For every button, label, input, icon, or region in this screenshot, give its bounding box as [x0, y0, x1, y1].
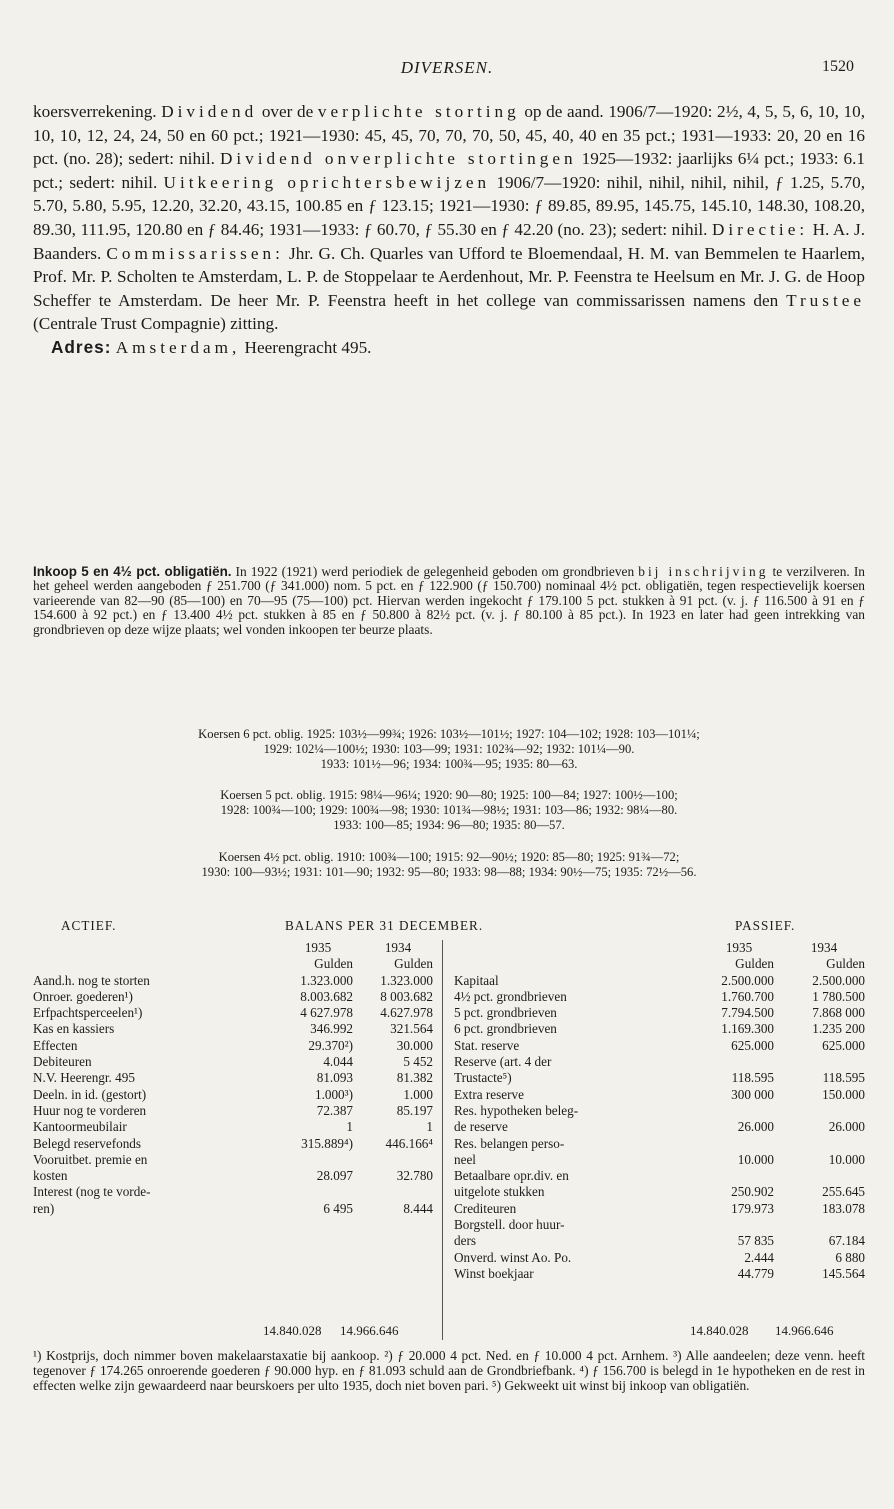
actief-column — [33, 940, 438, 1217]
value-1934: 67.184 — [828, 1233, 865, 1249]
spaced-term: Uitkeering oprichtersbewijzen — [163, 172, 491, 192]
balance-row — [454, 1184, 865, 1200]
year-1934: 1934 — [810, 940, 838, 955]
row-label: Res. hypotheken beleg- — [454, 1102, 579, 1118]
value-1934: 255.645 — [822, 1184, 865, 1200]
value-1934: 118.595 — [822, 1070, 865, 1086]
koersen-6pct — [33, 727, 865, 772]
koersen-5pct — [33, 788, 865, 833]
koers-line: 1929: 102¼—100½; 1930: 103—99; 1931: 102¾—92; 1932: 101¼—90. — [263, 742, 635, 756]
row-label: Reserve (art. 4 der — [454, 1054, 552, 1070]
passief-total-1935: 14.840.028 — [690, 1323, 749, 1338]
footnotes — [33, 1348, 865, 1394]
value-1934: 26.000 — [828, 1119, 865, 1135]
value-1934: 8.444 — [403, 1200, 433, 1216]
balance-title: BALANS PER 31 DECEMBER. — [285, 918, 484, 933]
row-label: Debiteuren — [33, 1054, 92, 1070]
balance-row — [33, 1087, 438, 1103]
year-1935: 1935 — [304, 940, 332, 955]
row-label: uitgelote stukken — [454, 1184, 545, 1200]
value-1935: 29.370²) — [308, 1037, 353, 1053]
koers-line: Koersen 6 pct. oblig. 1925: 103½—99¾; 1926: 103½—101½; 1927: 104—102; 1928: 103—101¼; — [198, 727, 700, 741]
koers-line: 1930: 100—93½; 1931: 101—90; 1932: 95—80; 1933: 98—88; 1934: 90½—75; 1935: 72½—56. — [201, 865, 697, 879]
value-1935: 57 835 — [737, 1233, 774, 1249]
value-1935: 72.387 — [316, 1102, 353, 1118]
value-1934: 30.000 — [396, 1037, 433, 1053]
unit-label: Gulden — [735, 956, 774, 971]
value-1934: 1.323.000 — [380, 972, 433, 988]
value-1934: 183.078 — [822, 1200, 865, 1216]
unit-label: Gulden — [314, 956, 353, 971]
row-label: Extra reserve — [454, 1086, 524, 1102]
value-1934: 32.780 — [396, 1168, 433, 1184]
balance-row — [454, 1168, 865, 1184]
text-span: te verzilveren. In het geheel werden aangeboden ƒ 251.700 (ƒ 341.000) nom. 5 pct. en ƒ 122.900 (ƒ 150.700) nominaal 4½ pct. obligatiën, tegen respectievelijk koersen varieerende van 82—90 (85—100) en 70—95 (75—100) pct. Hiervan werden ingekocht ƒ 179.100 5 pct. stukken à 91 pct. (v. j. ƒ 116.500 à 91 en ƒ 154.600 à 92 pct.) en ƒ 13.400 4½ pct. stukken à 85 en ƒ 50.800 à 82½ pct. (v. j. ƒ 80.100 à 85 pct.). In 1923 en later had geen intrekking van grondbrieven op deze wijze plaats; wel vonden inkoopen ter beurze plaats. — [33, 564, 865, 637]
value-1935: 2.444 — [744, 1249, 774, 1265]
running-title: DIVERSEN. — [400, 58, 494, 77]
text-span: 1906/7—1920: nihil, nihil, nihil, nihil, ƒ 1.25, 5.70, 5.70, 5.80, 5.95, 12.20, 32.20, 43.15, 100.85 en ƒ 123.15; 1921—1930: ƒ 89.85, 89.95, 145.75, 145.10, 148.30, 108.20, 89.30, 111.95, 120.80 en ƒ 84.46; 1931—1933: ƒ 60.70, ƒ 55.30 en ƒ 42.20 (no. 23); sedert: nihil. — [33, 172, 866, 239]
value-1934: 2.500.000 — [812, 972, 865, 988]
text-span: 1925—1932: jaarlijks 6¼ pct.; 1933: 6.1 pct.; sedert: nihil. — [33, 149, 865, 192]
row-label: 4½ pct. grondbrieven — [454, 988, 567, 1004]
actief-year-header — [33, 940, 438, 973]
value-1935: 1.323.000 — [300, 972, 353, 988]
balance-row — [33, 1184, 438, 1200]
value-1935: 300 000 — [731, 1086, 774, 1102]
row-label: Belegd reservefonds — [33, 1135, 142, 1151]
value-1934: 5 452 — [403, 1054, 433, 1070]
actief-total-1934: 14.966.646 — [340, 1323, 399, 1338]
value-1934: 150.000 — [822, 1086, 865, 1102]
value-1935: 346.992 — [310, 1021, 353, 1037]
value-1935: 28.097 — [316, 1168, 353, 1184]
koersen-4half-pct — [33, 850, 865, 880]
balance-row — [33, 1103, 438, 1119]
koers-line: 1933: 101½—96; 1934: 100¾—95; 1935: 80—63. — [320, 757, 578, 771]
balance-row — [454, 1005, 865, 1021]
balance-row — [33, 989, 438, 1005]
year-1935: 1935 — [725, 940, 753, 955]
value-1935: 1.760.700 — [721, 988, 774, 1004]
spaced-term: Dividend onverplichte stortingen — [219, 149, 577, 169]
address-label: Adres: — [51, 336, 112, 357]
value-1935: 81.093 — [316, 1070, 353, 1086]
row-label: Crediteuren — [454, 1200, 517, 1216]
row-label: Winst boekjaar — [454, 1265, 534, 1281]
balance-row — [33, 1201, 438, 1217]
balance-row — [454, 1136, 865, 1152]
row-label: 6 pct. grondbrieven — [454, 1021, 557, 1037]
value-1934: 6 880 — [835, 1249, 865, 1265]
value-1935: 315.889⁴) — [301, 1135, 353, 1151]
balance-row — [33, 1070, 438, 1086]
value-1935: 4.044 — [323, 1054, 353, 1070]
value-1935: 4 627.978 — [300, 1005, 353, 1021]
value-1935: 1 — [346, 1119, 353, 1135]
spaced-term: Directie: — [711, 219, 809, 239]
balance-row — [454, 1021, 865, 1037]
address-street: Heerengracht 495. — [244, 337, 372, 357]
row-label: Onroer. goederen¹) — [33, 988, 133, 1004]
column-divider — [442, 940, 443, 1330]
value-1935: 1.000³) — [314, 1086, 353, 1102]
balance-row — [454, 1266, 865, 1282]
total-divider — [442, 1320, 443, 1340]
row-label: Borgstell. door huur- — [454, 1217, 565, 1233]
text-span: Jhr. G. Ch. Quarles van Ufford te Bloemendaal, H. M. van Bemmelen te Haarlem, Prof. Mr. P. Scholten te Amsterdam, L. P. de Stoppelaar te Aerdenhout, Mr. P. Feenstra te Heelsum en Mr. J. G. de Hoop Scheffer te Amsterdam. De heer Mr. P. Feenstra heeft in het college van commissarissen namens den — [33, 243, 865, 310]
balance-row — [33, 1005, 438, 1021]
balance-row — [454, 1119, 865, 1135]
value-1935: 10.000 — [737, 1151, 774, 1167]
passief-year-header — [454, 940, 865, 973]
value-1934: 10.000 — [828, 1151, 865, 1167]
unit-label: Gulden — [826, 956, 865, 971]
row-label: kosten — [33, 1168, 68, 1184]
row-label: 5 pct. grondbrieven — [454, 1005, 557, 1021]
value-1934: 7.868 000 — [812, 1005, 865, 1021]
row-label: Huur nog te vorderen — [33, 1102, 147, 1118]
row-label: neel — [454, 1151, 476, 1167]
value-1934: 1.235 200 — [812, 1021, 865, 1037]
row-label: Deeln. in id. (gestort) — [33, 1086, 147, 1102]
text-span: op de aand. 1906/7—1920: 2½, 4, 5, 5, 6, 10, 10, 10, 10, 12, 24, 24, 50 en 60 pct.; 1921—1930: 45, 45, 70, 70, 70, 50, 45, 40, 40 en 35 pct.; 1931—1933: 20, 20 en 16 pct. (no. 28); sedert: nihil. — [33, 102, 866, 169]
value-1934: 1 — [426, 1119, 433, 1135]
balance-sheet — [33, 918, 865, 1281]
value-1935: 7.794.500 — [721, 1005, 774, 1021]
balance-row — [33, 1038, 438, 1054]
balance-row — [454, 1038, 865, 1054]
value-1934: 8 003.682 — [380, 988, 433, 1004]
row-label: Stat. reserve — [454, 1037, 520, 1053]
value-1935: 26.000 — [737, 1119, 774, 1135]
value-1935: 8.003.682 — [300, 988, 353, 1004]
value-1935: 2.500.000 — [721, 972, 774, 988]
row-label: Kas en kassiers — [33, 1021, 115, 1037]
passief-label: PASSIEF. — [735, 918, 796, 933]
balance-row — [33, 973, 438, 989]
balance-header — [33, 918, 865, 938]
balance-row — [33, 1152, 438, 1168]
passief-column — [454, 940, 865, 1282]
text-span: over de — [261, 102, 314, 121]
actief-label: ACTIEF. — [61, 918, 117, 933]
balance-row — [33, 1168, 438, 1184]
balance-row — [454, 1070, 865, 1086]
balance-row — [454, 1217, 865, 1233]
footnote-text: ¹) Kostprijs, doch nimmer boven makelaarstaxatie bij aankoop. ²) ƒ 20.000 4 pct. Ned. en ƒ 10.000 4 pct. Arnhem. ³) Alle aandeelen; deze venn. heeft tegenover ƒ 174.265 onroerende goederen ƒ 90.000 hyp. en ƒ 81.093 schuld aan de Grondbriefbank. ⁴) ƒ 156.700 is belegd in 1e hypotheken en de rest in effecten welke zijn gewaardeerd naar beurskoers per ulto 1935, doch niet boven pari. ⁵) Gekweekt uit winst bij inkoop van obligatiën. — [33, 1348, 865, 1394]
row-label: ders — [454, 1233, 476, 1249]
balance-row — [33, 1119, 438, 1135]
value-1934: 1.000 — [403, 1086, 433, 1102]
balance-row — [454, 1233, 865, 1249]
address-city: Amsterdam, — [115, 337, 241, 357]
koers-line: 1928: 100¾—100; 1929: 100¾—98; 1930: 101¾—98½; 1931: 103—86; 1932: 98¼—80. — [220, 803, 678, 817]
balance-row — [454, 1087, 865, 1103]
row-label: Kantoormeubilair — [33, 1119, 127, 1135]
balance-row — [454, 1152, 865, 1168]
value-1935: 625.000 — [731, 1037, 774, 1053]
spaced-term: Dividend — [161, 102, 258, 121]
value-1934: 81.382 — [396, 1070, 433, 1086]
balance-row — [454, 1250, 865, 1266]
passief-rows — [454, 973, 865, 1283]
actief-total-1935: 14.840.028 — [263, 1323, 322, 1338]
value-1935: 179.973 — [731, 1200, 774, 1216]
row-label: de reserve — [454, 1119, 508, 1135]
koers-line: Koersen 5 pct. oblig. 1915: 98¼—96¼; 1920: 90—80; 1925: 100—84; 1927: 100½—100; — [220, 788, 678, 802]
row-label: Res. belangen perso- — [454, 1135, 565, 1151]
section-heading: Inkoop 5 en 4½ pct. obligatiën. — [33, 564, 232, 579]
text-span: H. A. J. Baanders. — [33, 219, 865, 263]
balance-row — [33, 1136, 438, 1152]
spaced-term: Trustee — [786, 290, 865, 310]
row-label: Trustacte⁵) — [454, 1070, 512, 1086]
balance-row — [454, 989, 865, 1005]
row-label: Vooruitbet. premie en — [33, 1151, 148, 1167]
row-label: Kapitaal — [454, 972, 499, 988]
value-1935: 250.902 — [731, 1184, 774, 1200]
row-label: Betaalbare opr.div. en — [454, 1168, 569, 1184]
text-span: koersverrekening. — [33, 102, 157, 121]
company-paragraph — [33, 100, 865, 360]
spaced-term: Commissarissen: — [106, 243, 284, 263]
row-label: Effecten — [33, 1037, 78, 1053]
balance-row — [33, 1021, 438, 1037]
value-1935: 1.169.300 — [721, 1021, 774, 1037]
text-span: (Centrale Trust Compagnie) zitting. — [33, 314, 279, 334]
page-header — [0, 58, 894, 86]
spaced-term: verplichte storting — [317, 102, 520, 121]
year-1934: 1934 — [384, 940, 412, 955]
koers-line: Koersen 4½ pct. oblig. 1910: 100¾—100; 1915: 92—90½; 1920: 85—80; 1925: 91¾—72; — [218, 850, 680, 864]
unit-label: Gulden — [394, 956, 433, 971]
row-label: Interest (nog te vorde- — [33, 1184, 151, 1200]
value-1934: 85.197 — [396, 1102, 433, 1118]
balance-row — [33, 1054, 438, 1070]
value-1934: 321.564 — [390, 1021, 433, 1037]
value-1935: 118.595 — [731, 1070, 774, 1086]
value-1935: 44.779 — [737, 1265, 774, 1281]
value-1934: 625.000 — [822, 1037, 865, 1053]
value-1934: 1 780.500 — [812, 988, 865, 1004]
row-label: Erfpachtsperceelen¹) — [33, 1005, 143, 1021]
value-1934: 446.166⁴ — [385, 1135, 433, 1151]
spaced-term: bij inschrijving — [638, 564, 769, 579]
balance-row — [454, 1201, 865, 1217]
koers-line: 1933: 100—85; 1934: 96—80; 1935: 80—57. — [333, 818, 565, 832]
value-1935: 6 495 — [323, 1200, 353, 1216]
text-span: In 1922 (1921) werd periodiek de gelegenheid geboden om grondbrieven — [235, 564, 635, 579]
balance-row — [454, 1103, 865, 1119]
page-number: 1520 — [822, 58, 854, 75]
row-label: Aand.h. nog te storten — [33, 972, 150, 988]
value-1934: 4.627.978 — [380, 1005, 433, 1021]
value-1934: 145.564 — [822, 1265, 865, 1281]
balance-row — [454, 1054, 865, 1070]
passief-total-1934: 14.966.646 — [775, 1323, 834, 1338]
row-label: ren) — [33, 1200, 55, 1216]
inkoop-section — [33, 565, 865, 637]
row-label: N.V. Heerengr. 495 — [33, 1070, 135, 1086]
balance-row — [454, 973, 865, 989]
actief-rows — [33, 973, 438, 1217]
row-label: Onverd. winst Ao. Po. — [454, 1249, 572, 1265]
